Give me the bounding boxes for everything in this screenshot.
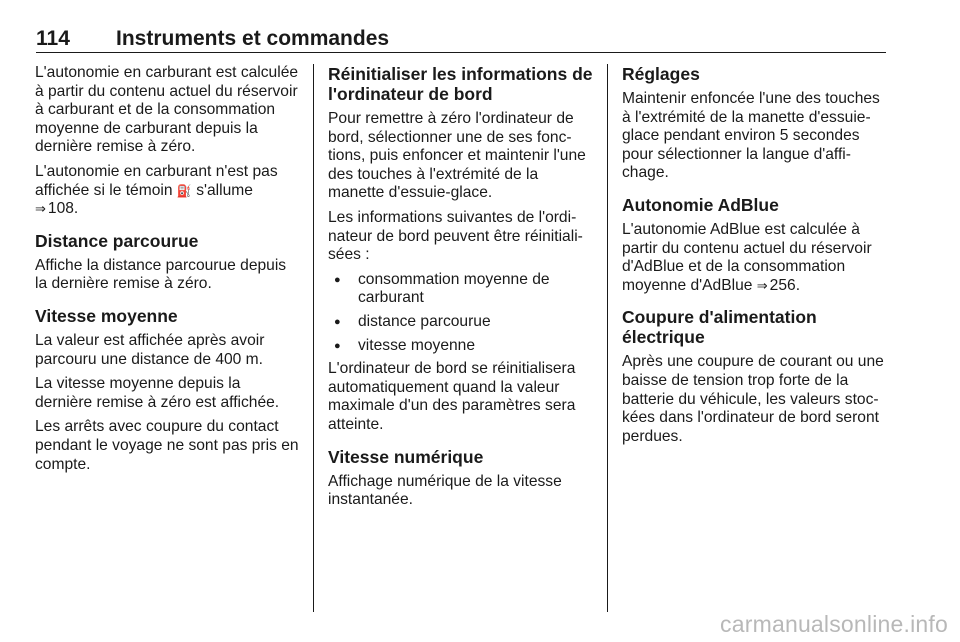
- paragraph: Affiche la distance parcourue depuis la dernière remise à zéro.: [35, 256, 287, 293]
- reset-list: [328, 271, 596, 355]
- paragraph: Les arrêts avec coupure du contact pendant le voyage ne sont pas pris en compte.: [35, 418, 299, 473]
- page-number: 114: [36, 27, 70, 50]
- column-1: [35, 64, 299, 480]
- paragraph: Après une coupure de courant ou une baisse de tension trop forte de la batterie du véhicule, les valeurs stockées dans l'ordinateur de bord seront perdues.: [622, 353, 884, 445]
- column-2: [328, 64, 596, 516]
- arrow-ref-icon: ⇒: [756, 277, 768, 293]
- column-divider-2: [607, 64, 608, 612]
- heading-coupure: Coupure d'alimentation électrique: [622, 307, 817, 348]
- page-reference[interactable]: 256.: [769, 276, 801, 294]
- paragraph: L'ordinateur de bord se réinitialisera automatiquement quand la valeur maximale d'un des paramètres sera atteinte.: [328, 360, 576, 433]
- header-divider: [36, 52, 886, 53]
- paragraph-fuel-warning: L'autonomie en carburant n'est pas affichée si le témoin ⛽ s'allume ⇒ 108.: [35, 162, 278, 218]
- fuel-pump-icon: ⛽: [176, 183, 192, 198]
- heading-distance: Distance parcourue: [35, 230, 199, 251]
- page-reference[interactable]: 108.: [47, 200, 79, 218]
- list-item: ● distance parcourue: [328, 313, 596, 332]
- page-title: Instruments et commandes: [116, 27, 390, 50]
- heading-adblue: Autonomie AdBlue: [622, 194, 779, 215]
- list-item: ● vitesse moyenne: [328, 337, 596, 356]
- page-header: [36, 27, 886, 55]
- paragraph-adblue: L'autonomie AdBlue est calculée à partir du contenu actuel du réservoir d'AdBlue et de la consommation moyenne d'AdBlue ⇒ 256.: [622, 220, 872, 294]
- paragraph: Les informations suivantes de l'ordinateur de bord peuvent être réinitialisées :: [328, 208, 583, 264]
- heading-reset: Réinitialiser les informations de l'ordinateur de bord: [328, 64, 593, 104]
- column-3: [622, 64, 888, 452]
- heading-vitesse-numerique: Vitesse numérique: [328, 446, 484, 467]
- paragraph: Maintenir enfoncée l'une des touches à l'extrémité de la manette d'essuie-glace pendant environ 5 secondes pour sélectionner la langue d'affichage.: [622, 90, 880, 182]
- heading-reglages: Réglages: [622, 64, 700, 84]
- paragraph: La vitesse moyenne depuis la dernière remise à zéro est affichée.: [35, 375, 280, 411]
- paragraph: Affichage numérique de la vitesse instantanée.: [328, 472, 562, 509]
- list-item: ● consommation moyenne de carburant: [328, 271, 596, 308]
- arrow-ref-icon: ⇒: [35, 201, 46, 217]
- paragraph: L'autonomie en carburant est calculée à partir du contenu actuel du réservoir à carburant et de la consommation moyenne de carburant depuis la dernière remise à zéro.: [35, 64, 299, 156]
- heading-vitesse-moyenne: Vitesse moyenne: [35, 305, 178, 326]
- paragraph: La valeur est affichée après avoir parcouru une distance de 400 m.: [35, 331, 265, 368]
- paragraph: Pour remettre à zéro l'ordinateur de bord, sélectionner une de ses fonctions, puis enfoncer et maintenir l'une des touches à l'extrémité de la manette d'essuie-glace.: [328, 110, 586, 202]
- column-divider-1: [313, 64, 314, 612]
- watermark: carmanualsonline.info: [720, 611, 948, 637]
